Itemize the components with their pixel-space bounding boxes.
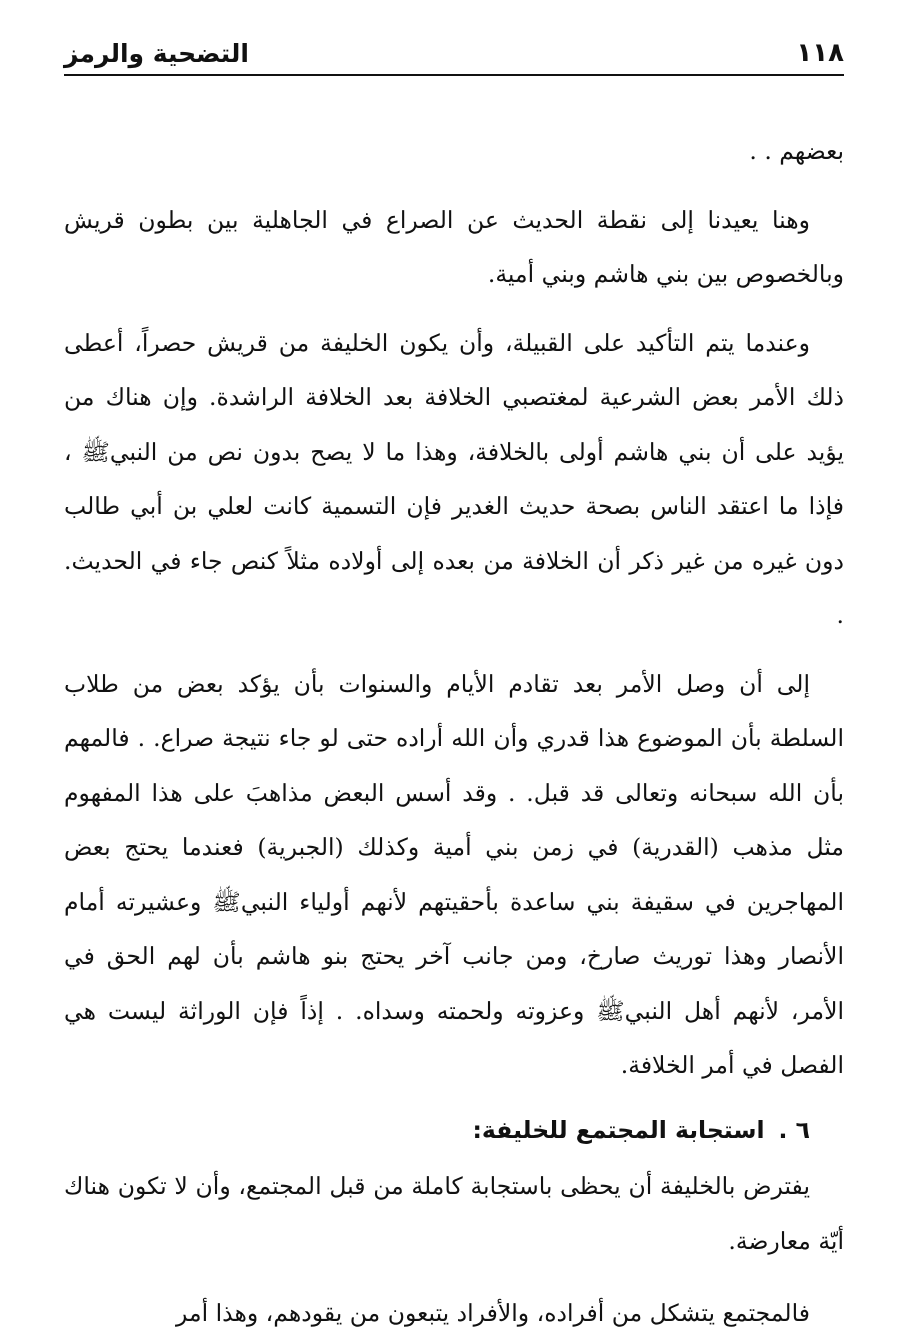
section-heading — [64, 1103, 844, 1158]
paragraph-4: إلى أن وصل الأمر بعد تقادم الأيام والسنوات بأن يؤكد بعض من طلاب السلطة بأن الموضوع هذا قدري وأن الله أراده حتى لو جاء نتيجة صراع. . فالمهم بأن الله سبحانه وتعالى قد قبل. . وقد أسس البعض مذاهبَ على هذا المفهوم مثل مذهب (القدرية) في زمن بني أمية وكذلك (الجبرية) فعندما يحتج بعض المهاجرين في سقيفة بني ساعدة بأحقيتهم لأنهم أولياء النبيﷺ وعشيرته أمام الأنصار وهذا توريث صارخ، ومن جانب آخر يحتج بنو هاشم بأن لهم الحق في الأمر، لأنهم أهل النبيﷺ وعزوته ولحمته وسداه. . إذاً فإن الوراثة ليست هي الفصل في أمر الخلافة. — [64, 669, 844, 1079]
section-number: ٦ . — [778, 1115, 810, 1144]
page-number: ١١٨ — [796, 38, 844, 68]
page-header — [64, 28, 844, 76]
page-body — [64, 124, 844, 1341]
paragraph-5: يفترض بالخليفة أن يحظى باستجابة كاملة من قبل المجتمع، وأن لا تكون هناك أيّة معارضة. — [64, 1172, 844, 1255]
paragraph-2: وهنا يعيدنا إلى نقطة الحديث عن الصراع في الجاهلية بين بطون قريش وبالخصوص بين بني هاشم وبني أمية. — [64, 205, 844, 288]
paragraph-6: فالمجتمع يتشكل من أفراده، والأفراد يتبعون من يقودهم، وهذا أمر — [176, 1299, 810, 1327]
paragraph-3: وعندما يتم التأكيد على القبيلة، وأن يكون الخليفة من قريش حصراً، أعطى ذلك الأمر بعض الشرعية لمغتصبي الخلافة بعد الخلافة الراشدة. وإن هناك من يؤيد على أن بني هاشم أولى بالخلافة، وهذا ما لا يصح بدون نص من النبيﷺ ، فإذا ما اعتقد الناس بصحة حديث الغدير فإن التسمية كانت لعلي بن أبي طالب دون غيره من غير ذكر أن الخلافة من بعده إلى أولاده مثلاً كنص جاء في الحديث. . — [64, 328, 844, 629]
paragraph-1: بعضهم . . — [749, 137, 844, 165]
section-title: استجابة المجتمع للخليفة: — [472, 1115, 765, 1144]
running-title: التضحية والرمز — [64, 39, 249, 68]
